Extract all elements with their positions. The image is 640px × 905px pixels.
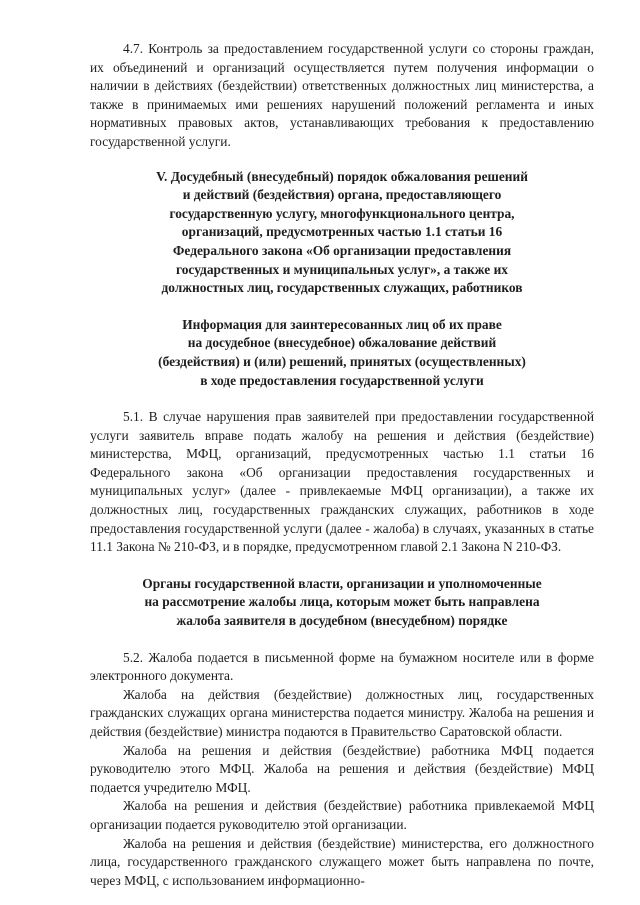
heading-line: в ходе предоставления государственной услуги (200, 372, 484, 388)
heading-line: Информация для заинтересованных лиц об их праве (182, 316, 502, 332)
paragraph-5-2: 5.2. Жалоба подается в письменной форме на бумажном носителе или в форме электронного документа. (90, 649, 594, 684)
paragraph-mfc-complaint: Жалоба на решения и действия (бездействие) работника МФЦ подается руководителю этого МФЦ. Жалоба на решения и действия (бездействие) МФЦ подается учредителю МФЦ. (90, 742, 594, 795)
paragraph-5-1: 5.1. В случае нарушения прав заявителей при предоставлении государственной услуги заявитель вправе подать жалобу на решения и действия (бездействие) министерства, МФЦ, организаций, предусмотренных частью 1.1 статьи 16 Федерального закона «Об организации предоставления государственных и муниципальных услуг» (далее - привлекаемые МФЦ организации), а также их должностных лиц, государственных гражданских служащих, работников в ходе предоставления государственной услуги (далее - жалоба) в случаях, указанных в статье 11.1 Закона № 210-ФЗ, и в порядке, предусмотренном главой 2.1 Закона N 210-ФЗ. (90, 409, 594, 555)
section-v-heading (90, 168, 594, 298)
heading-line: V. Досудебный (внесудебный) порядок обжалования решений (156, 168, 528, 184)
heading-line: жалоба заявителя в досудебном (внесудебном) порядке (176, 613, 508, 629)
heading-line: должностных лиц, государственных служащих, работников (161, 280, 523, 296)
paragraph-4-7: 4.7. Контроль за предоставлением государственной услуги со стороны граждан, их объединений и организаций осуществляется путем получения информации о наличии в действиях (бездействии) ответственных должностных лиц министерства, а также в принимаемых ими решениях нарушений положений регламента и иных нормативных правовых актов, устанавливающих требования к предоставлению государственной услуги. (90, 41, 594, 149)
paragraph-mail-complaint: Жалоба на решения и действия (бездействие) министерства, его должностного лица, государственного гражданского служащего может быть направлена по почте, через МФЦ, с использованием информационно- (90, 835, 594, 888)
heading-line: (бездействия) и (или) решений, принятых (осуществленных) (158, 353, 526, 369)
heading-line: и действий (бездействия) органа, предоставляющего (182, 187, 502, 203)
heading-line: организаций, предусмотренных частью 1.1 статьи 16 (181, 224, 503, 240)
info-subheading (90, 316, 594, 390)
heading-line: на досудебное (внесудебное) обжалование действий (187, 335, 497, 351)
heading-line: государственных и муниципальных услуг», а также их (175, 261, 508, 277)
heading-line: Органы государственной власти, организации и уполномоченные (142, 575, 542, 591)
heading-line: государственную услугу, многофункционального центра, (169, 205, 515, 221)
paragraph-organization-complaint: Жалоба на решения и действия (бездействие) работника привлекаемой МФЦ организации подается руководителю этой организации. (90, 798, 594, 832)
paragraph-minister-complaint: Жалоба на действия (бездействие) должностных лиц, государственных гражданских служащих органа министерства подается министру. Жалоба на решения и действия (бездействие) министра подаются в Правительство Саратовской области. (90, 686, 594, 739)
heading-line: на рассмотрение жалобы лица, которым может быть направлена (144, 594, 540, 610)
heading-line: Федерального закона «Об организации предоставления (172, 242, 512, 258)
organs-subheading (90, 575, 594, 631)
